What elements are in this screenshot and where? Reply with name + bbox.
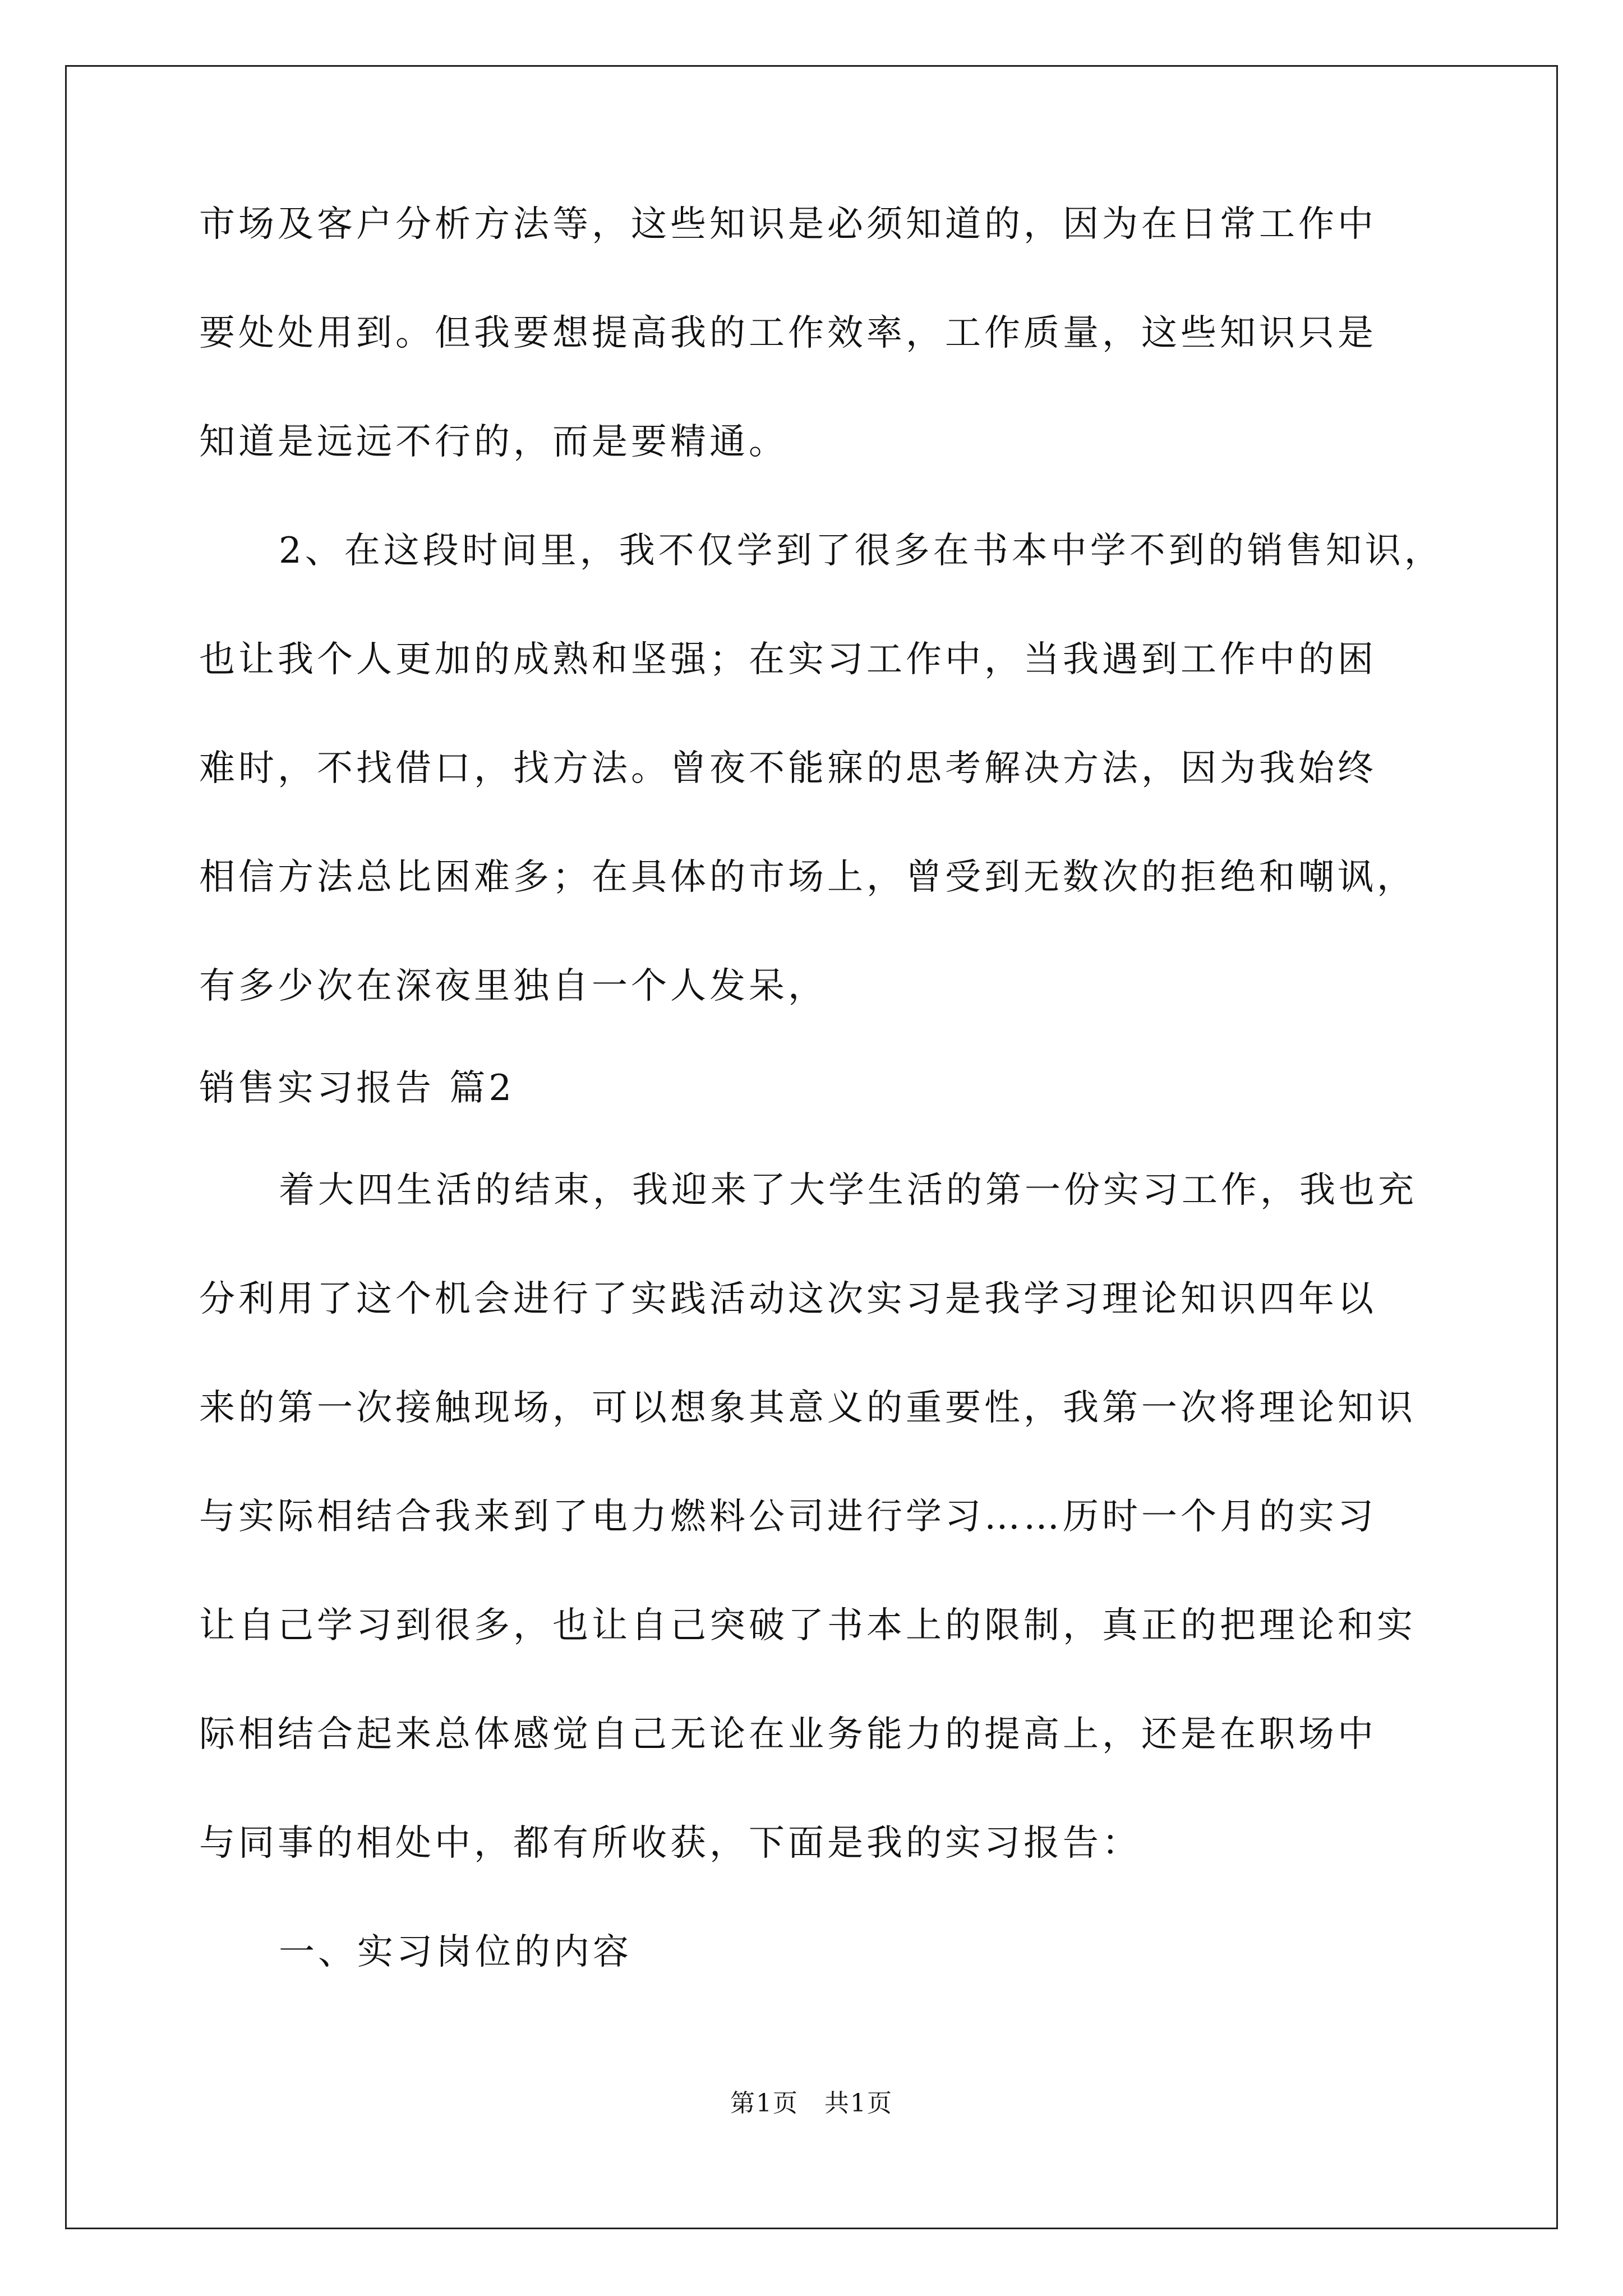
text-line: 分利用了这个机会进行了实践活动这次实习是我学习理论知识四年以 [199, 1278, 1377, 1320]
page-number: 第1页 共1页 [730, 2089, 893, 2118]
text-line: 来的第一次接触现场，可以想象其意义的重要性，我第一次将理论知识 [199, 1387, 1416, 1429]
section-heading: 销售实习报告 篇2 [199, 1068, 515, 1109]
paragraph-start-line: 2、在这段时间里，我不仅学到了很多在书本中学不到的销售知识， [279, 530, 1444, 572]
page-border [65, 65, 1558, 2229]
subsection-heading: 一、实习岗位的内容 [279, 1931, 632, 1973]
text-line: 让自己学习到很多，也让自己突破了书本上的限制，真正的把理论和实 [199, 1605, 1416, 1646]
text-line: 市场及客户分析方法等，这些知识是必须知道的，因为在日常工作中 [199, 204, 1377, 245]
text-line: 相信方法总比困难多；在具体的市场上，曾受到无数次的拒绝和嘲讽， [199, 857, 1416, 898]
text-line: 要处处用到。但我要想提高我的工作效率，工作质量，这些知识只是 [199, 312, 1377, 354]
text-line: 与实际相结合我来到了电力燃料公司进行学习……历时一个月的实习 [199, 1496, 1377, 1538]
text-line: 难时，不找借口，找方法。曾夜不能寐的思考解决方法，因为我始终 [199, 748, 1377, 789]
text-line: 与同事的相处中，都有所收获，下面是我的实习报告： [199, 1823, 1141, 1864]
paragraph-start-line: 着大四生活的结束，我迎来了大学生活的第一份实习工作，我也充 [279, 1170, 1417, 1211]
text-line: 知道是远远不行的，而是要精通。 [199, 421, 788, 463]
text-line: 也让我个人更加的成熟和坚强；在实习工作中，当我遇到工作中的困 [199, 639, 1377, 680]
text-line: 际相结合起来总体感觉自己无论在业务能力的提高上，还是在职场中 [199, 1714, 1377, 1755]
text-line: 有多少次在深夜里独自一个人发呆， [199, 965, 827, 1007]
